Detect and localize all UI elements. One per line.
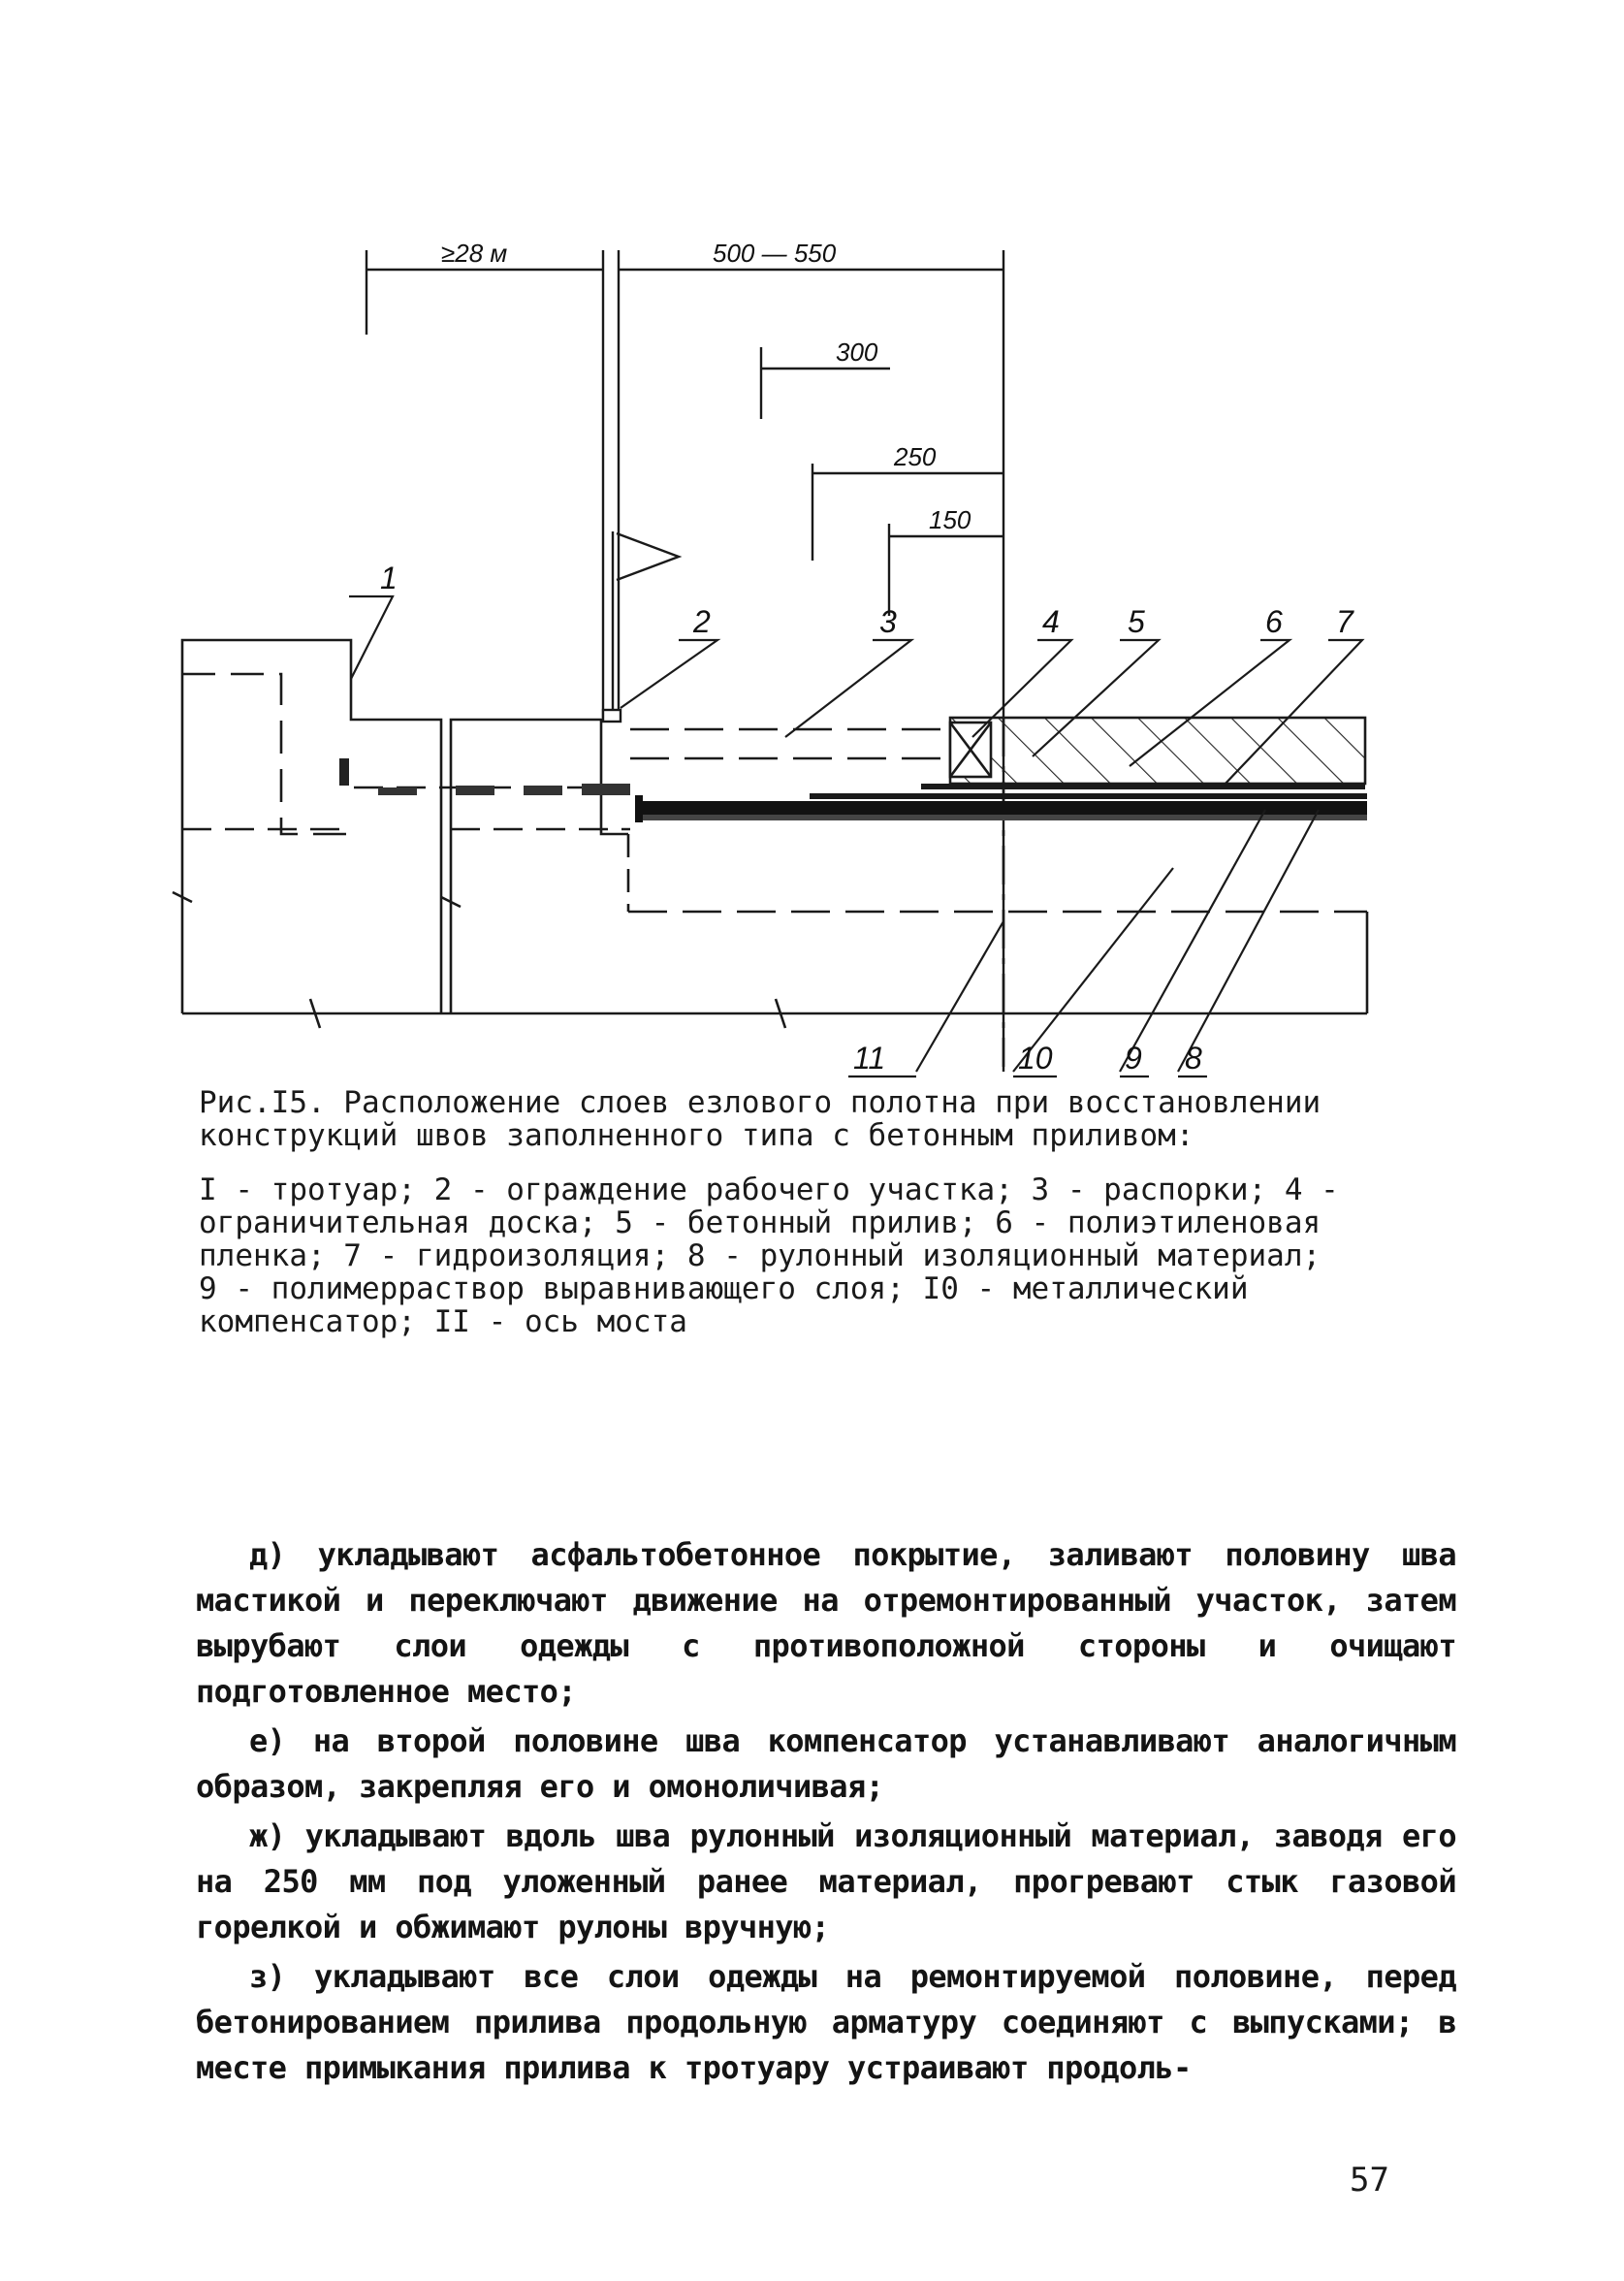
figure-drawing	[0, 0, 1624, 1106]
callout-5: 5	[1128, 604, 1145, 639]
callout-7: 7	[1336, 604, 1353, 639]
paragraph-z: з) укладывают все слои одежды на ремонтируемой половине, перед бетонированием прилива продольную арматуру соединяют с выпусками; в месте примыкания прилива к тротуару устраивают продоль-	[196, 1958, 1456, 2086]
concrete-inflow	[950, 718, 1365, 784]
dimension-d5: 150	[929, 505, 971, 534]
limiting-board	[950, 723, 991, 777]
callout-6: 6	[1265, 604, 1283, 639]
callout-11: 11	[853, 1041, 886, 1076]
callout-lines	[349, 596, 1362, 1076]
body-text	[196, 1532, 1456, 2095]
paragraph-e: е) на второй половине шва компенсатор устанавливают аналогичным образом, закрепляя его и омоноличивая;	[196, 1722, 1456, 1805]
callout-2: 2	[693, 604, 711, 639]
dimension-lines	[366, 250, 1003, 1072]
paragraph-zh: ж) укладывают вдоль шва рулонный изоляционный материал, заводя его на 250 мм под уложенный ранее материал, прогревают стык газовой горелкой и обжимают рулоны вручную;	[196, 1817, 1456, 1945]
callout-3: 3	[879, 604, 897, 639]
page-number: 57	[1350, 2161, 1389, 2200]
caption-legend: I - тротуар; 2 - ограждение рабочего участка; 3 - распорки; 4 - ограничительная доска; 5 - бетонный прилив; 6 - полиэтиленовая пленка; 7 - гидроизоляция; 8 - рулонный изоляционный материал; 9 - полимерраствор выравнивающего слоя; I0 - металлический компенсатор; II - ось моста	[199, 1173, 1339, 1339]
caption-title: Рис.I5. Расположение слоев езлового полотна при восстановлении конструкций швов заполненного типа с бетонным приливом:	[199, 1085, 1321, 1153]
structure-outline	[173, 640, 1367, 1067]
callout-1: 1	[380, 561, 398, 595]
dimension-d4: 250	[894, 442, 937, 471]
paragraph-d: д) укладывают асфальтобетонное покрытие, заливают половину шва мастикой и переключают движение на отремонтированный участок, затем вырубают слои одежды с противоположной стороны и очищают подготовленное место;	[196, 1536, 1456, 1710]
figure-caption	[199, 1086, 1353, 1338]
cross-section-diagram	[0, 0, 1624, 1106]
callout-4: 4	[1042, 604, 1060, 639]
callout-10: 10	[1018, 1041, 1053, 1076]
callout-8: 8	[1185, 1041, 1202, 1076]
dimension-d2: 500 — 550	[713, 239, 837, 268]
dimension-d3: 300	[836, 337, 878, 367]
callout-9: 9	[1125, 1041, 1142, 1076]
dimension-d1: ≥28 м	[441, 239, 508, 268]
